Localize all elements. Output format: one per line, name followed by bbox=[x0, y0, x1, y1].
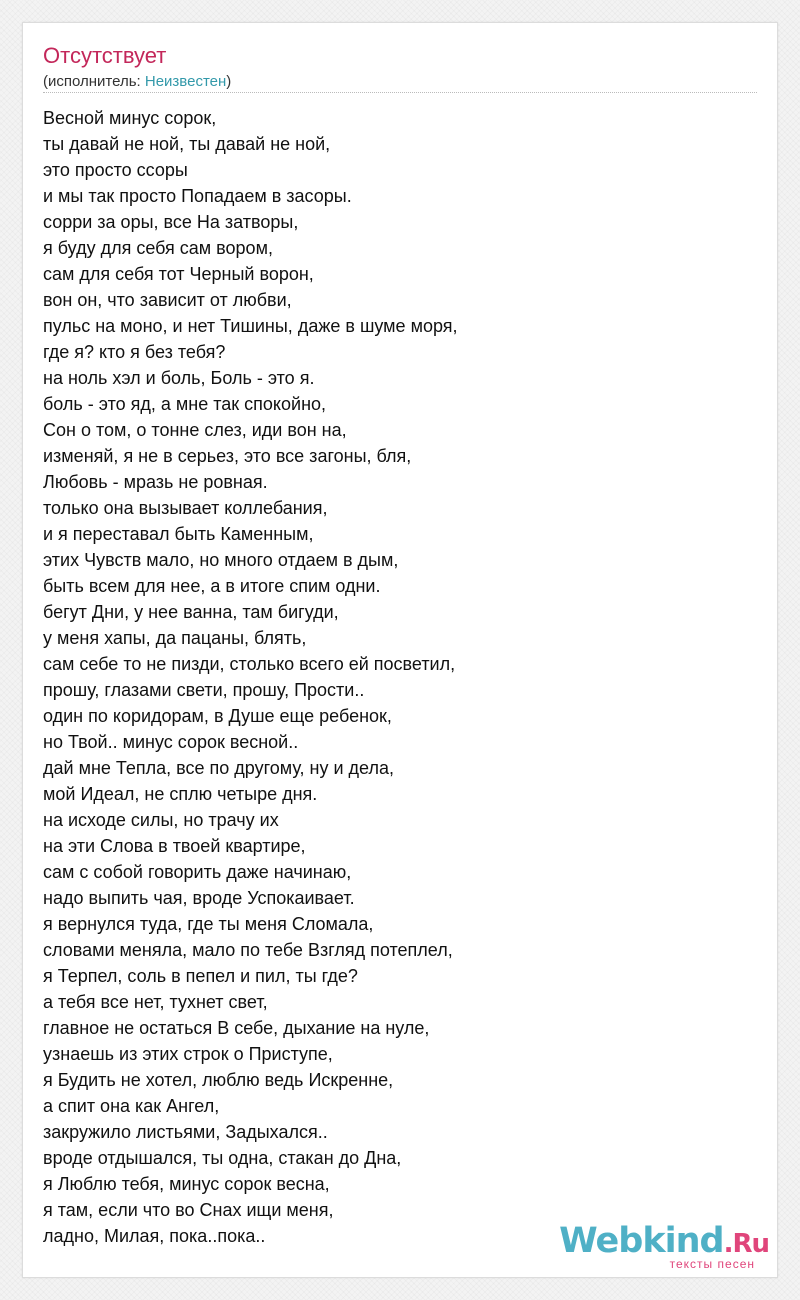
lyric-line: я Люблю тебя, минус сорок весна, bbox=[43, 1174, 330, 1194]
lyric-line: на эти Слова в твоей квартире, bbox=[43, 836, 306, 856]
lyric-line: этих Чувств мало, но много отдаем в дым, bbox=[43, 550, 399, 570]
lyric-line: быть всем для нее, а в итоге спим одни. bbox=[43, 576, 381, 596]
lyric-line: я вернулся туда, где ты меня Сломала, bbox=[43, 914, 374, 934]
artist-link[interactable]: Неизвестен bbox=[144, 73, 227, 90]
logo-tld: .Ru bbox=[723, 1229, 769, 1259]
lyric-line: Сон о том, о тонне слез, иди вон на, bbox=[43, 420, 347, 440]
lyric-line: сам для себя тот Черный ворон, bbox=[43, 264, 314, 284]
title-divider bbox=[43, 92, 757, 93]
lyric-line: прошу, глазами свети, прошу, Прости.. bbox=[43, 680, 365, 700]
lyric-line: но Твой.. минус сорок весной.. bbox=[43, 732, 299, 752]
lyric-line: на ноль хэл и боль, Боль - это я. bbox=[43, 368, 315, 388]
lyric-line: пульс на моно, и нет Тишины, даже в шуме моря, bbox=[43, 316, 458, 336]
song-title: Отсутствует bbox=[43, 43, 167, 68]
lyric-line: это просто ссоры bbox=[43, 160, 188, 180]
lyric-line: сам с собой говорить даже начинаю, bbox=[43, 862, 352, 882]
lyric-line: вон он, что зависит от любви, bbox=[43, 290, 292, 310]
artist-line bbox=[43, 73, 231, 91]
lyric-line: ладно, Милая, пока..пока.. bbox=[43, 1226, 266, 1246]
logo-tagline: тексты песен bbox=[669, 1257, 755, 1271]
lyric-line: а тебя все нет, тухнет свет, bbox=[43, 992, 268, 1012]
lyric-line: на исходе силы, но трачу их bbox=[43, 810, 279, 830]
lyric-line: сам себе то не пизди, столько всего ей посветил, bbox=[43, 654, 456, 674]
lyric-line: сорри за оры, все На затворы, bbox=[43, 212, 299, 232]
lyric-line: только она вызывает коллебания, bbox=[43, 498, 328, 518]
lyric-line: ты давай не ной, ты давай не ной, bbox=[43, 134, 331, 154]
lyric-line: словами меняла, мало по тебе Взгляд потеплел, bbox=[43, 940, 453, 960]
lyric-line: где я? кто я без тебя? bbox=[43, 342, 226, 362]
lyric-line: и я переставал быть Каменным, bbox=[43, 524, 314, 544]
lyric-line: изменяй, я не в серьез, это все загоны, бля, bbox=[43, 446, 412, 466]
lyric-line: а спит она как Ангел, bbox=[43, 1096, 220, 1116]
lyric-line: надо выпить чая, вроде Успокаивает. bbox=[43, 888, 355, 908]
lyric-line: у меня хапы, да пацаны, блять, bbox=[43, 628, 307, 648]
lyric-line: я Будить не хотел, люблю ведь Искренне, bbox=[43, 1070, 394, 1090]
lyric-line: мой Идеал, не сплю четыре дня. bbox=[43, 784, 318, 804]
logo-word: Webkind bbox=[559, 1221, 724, 1261]
lyrics-card bbox=[22, 22, 778, 1278]
lyrics-text bbox=[43, 105, 458, 1249]
site-logo[interactable] bbox=[559, 1221, 769, 1271]
lyric-line: один по коридорам, в Душе еще ребенок, bbox=[43, 706, 392, 726]
lyric-line: я буду для себя сам вором, bbox=[43, 238, 273, 258]
lyric-line: главное не остаться В себе, дыхание на нуле, bbox=[43, 1018, 430, 1038]
lyric-line: боль - это яд, а мне так спокойно, bbox=[43, 394, 327, 414]
lyric-line: я там, если что во Снах ищи меня, bbox=[43, 1200, 334, 1220]
lyric-line: Любовь - мразь не ровная. bbox=[43, 472, 268, 492]
lyric-line: и мы так просто Попадаем в засоры. bbox=[43, 186, 352, 206]
lyric-line: дай мне Тепла, все по другому, ну и дела, bbox=[43, 758, 394, 778]
artist-prefix: (исполнитель: bbox=[43, 73, 145, 90]
artist-suffix: ) bbox=[226, 73, 232, 90]
lyric-line: Весной минус сорок, bbox=[43, 108, 217, 128]
lyric-line: закружило листьями, Задыхался.. bbox=[43, 1122, 328, 1142]
lyric-line: бегут Дни, у нее ванна, там бигуди, bbox=[43, 602, 339, 622]
lyric-line: узнаешь из этих строк о Приступе, bbox=[43, 1044, 333, 1064]
lyric-line: я Терпел, соль в пепел и пил, ты где? bbox=[43, 966, 358, 986]
lyric-line: вроде отдышался, ты одна, стакан до Дна, bbox=[43, 1148, 402, 1168]
